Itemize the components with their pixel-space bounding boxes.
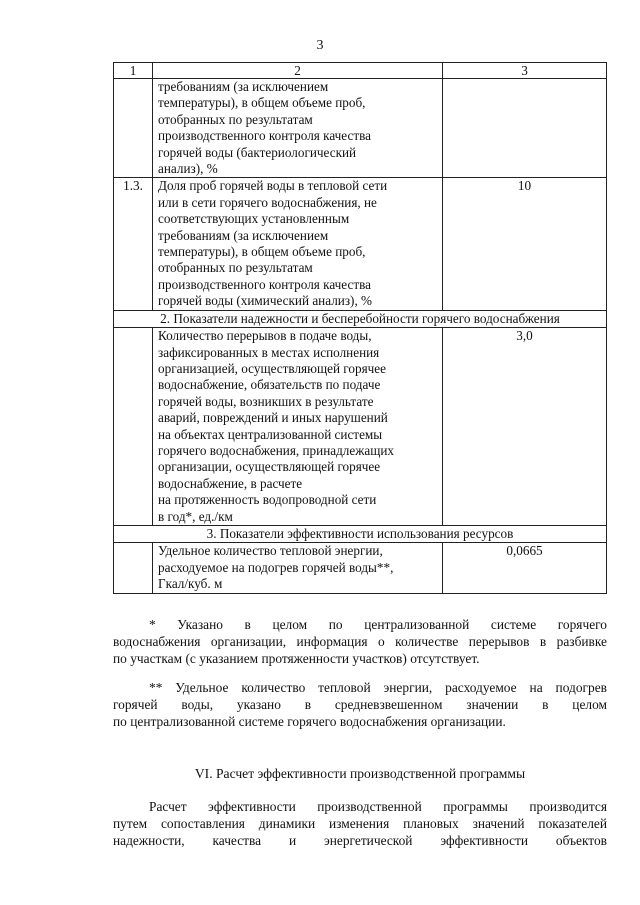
row-number xyxy=(114,328,153,526)
section-title: 3. Показатели эффективности использования ресурсов xyxy=(114,525,607,542)
row-value: 10 xyxy=(443,178,607,310)
text-line: или в сети горячего водоснабжения, не xyxy=(158,194,377,210)
text-line: на протяженность водопроводной сети xyxy=(158,492,377,508)
paragraph-line: Расчет эффективности производственной программы производится xyxy=(149,799,607,814)
footnote-line: по централизованной системе горячего водоснабжения организации. xyxy=(113,714,506,729)
text-line: Гкал/куб. м xyxy=(158,576,223,592)
text-line: производственного контроля качества xyxy=(158,128,372,144)
text-line: требованиям (за исключением xyxy=(158,79,329,94)
text-line: соответствующих установленным xyxy=(158,211,350,227)
row-value xyxy=(443,79,607,178)
text-line: горячей воды (бактериологический xyxy=(158,144,357,160)
header-col-1: 1 xyxy=(114,63,153,79)
section-header-row xyxy=(114,525,607,542)
text-line: организации, осуществляющей горячее xyxy=(158,459,381,475)
body-paragraph xyxy=(113,798,607,849)
footnote-line: горячей воды, указано в средневзвешенном значении в целом xyxy=(113,697,607,712)
row-description xyxy=(153,178,443,310)
row-number: 1.3. xyxy=(114,178,153,310)
text-line: требованиям (за исключением xyxy=(158,227,329,243)
page-number: 3 xyxy=(316,38,324,53)
footnote-line: * Указано в целом по централизованной системе горячего xyxy=(149,617,607,632)
text-line: зафиксированных в местах исполнения xyxy=(158,344,380,360)
section-title: 2. Показатели надежности и бесперебойности горячего водоснабжения xyxy=(114,310,607,327)
text-line: Доля проб горячей воды в тепловой сети xyxy=(158,178,388,194)
text-line: водоснабжение, обязательств по подаче xyxy=(158,377,381,393)
footnote-2 xyxy=(113,679,607,730)
text-line: температуры), в общем объеме проб, xyxy=(158,95,366,111)
text-line: организацией, осуществляющей горячее xyxy=(158,360,386,376)
footnote-line: водоснабжения организации, информация о количестве перерывов в разбивке xyxy=(113,634,607,649)
header-col-2: 2 xyxy=(153,63,443,79)
text-line: расходуемое на подогрев горячей воды**, xyxy=(158,559,394,575)
paragraph-line: надежности, качества и энергетической эффективности объектов xyxy=(113,833,607,848)
paragraph-line: путем сопоставления динамики изменения плановых значений показателей xyxy=(113,816,607,831)
text-line: температуры), в общем объеме проб, xyxy=(158,244,366,260)
table-row xyxy=(114,543,607,593)
text-line: на объектах централизованной системы xyxy=(158,426,383,442)
section-header-row xyxy=(114,310,607,327)
text-line: водоснабжение, в расчете xyxy=(158,475,303,491)
row-value: 3,0 xyxy=(443,328,607,526)
table-row xyxy=(114,178,607,310)
table-row xyxy=(114,328,607,526)
row-description xyxy=(153,543,443,593)
footnote-line: ** Удельное количество тепловой энергии, расходуемое на подогрев xyxy=(149,680,607,695)
text-line: анализ), % xyxy=(158,161,218,177)
row-number xyxy=(114,79,153,178)
text-line: горячей воды, возникших в результате xyxy=(158,393,374,409)
footnote-1 xyxy=(113,616,607,667)
text-line: горячей воды (химический анализ), % xyxy=(158,293,373,309)
text-line: горячего водоснабжения, принадлежащих xyxy=(158,442,395,458)
section-heading: VI. Расчет эффективности производственной программы xyxy=(194,766,526,781)
table-row xyxy=(114,79,607,178)
indicators-table xyxy=(113,62,607,594)
row-description xyxy=(153,79,443,178)
text-line: отобранных по результатам xyxy=(158,111,313,127)
row-number xyxy=(114,543,153,593)
row-description xyxy=(153,328,443,526)
text-line: Количество перерывов в подаче воды, xyxy=(158,328,372,344)
text-line: отобранных по результатам xyxy=(158,260,313,276)
text-line: аварий, повреждений и иных нарушений xyxy=(158,410,388,426)
row-value: 0,0665 xyxy=(443,543,607,593)
header-col-3: 3 xyxy=(443,63,607,79)
footnote-line: по участкам (с указанием протяженности участков) отсутствует. xyxy=(113,651,480,666)
text-line: Удельное количество тепловой энергии, xyxy=(158,543,383,559)
text-line: производственного контроля качества xyxy=(158,276,372,292)
table-header-row xyxy=(114,63,607,79)
text-line: в год*, ед./км xyxy=(158,508,233,524)
